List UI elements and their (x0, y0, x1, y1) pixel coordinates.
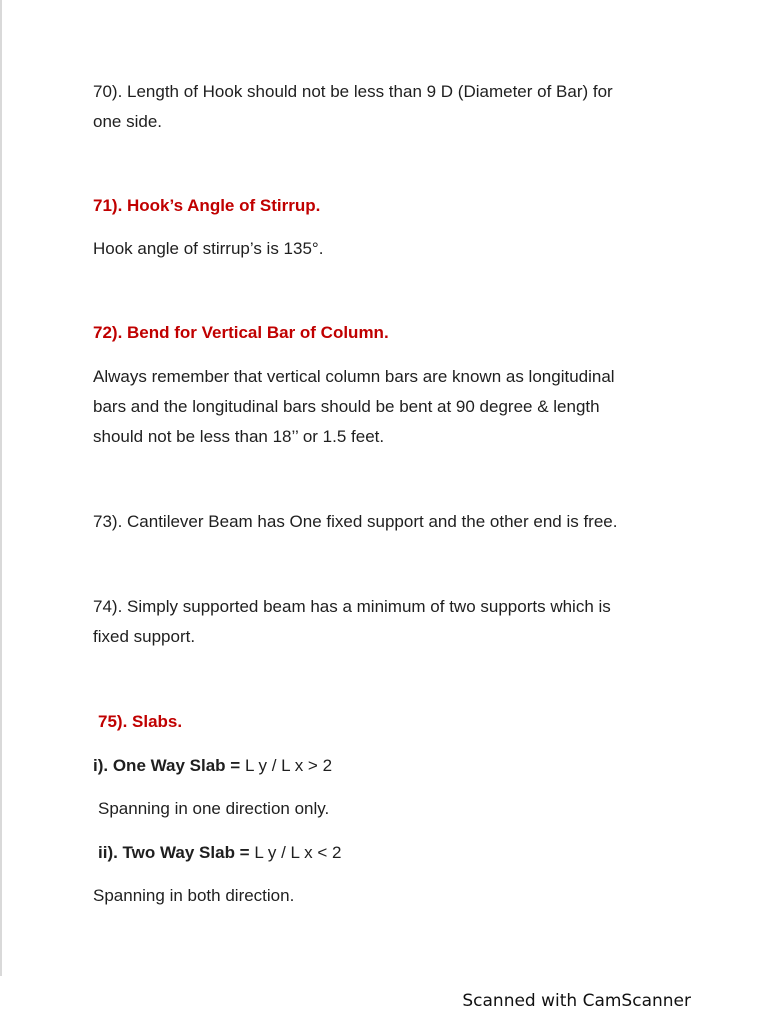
item-70-line-2: one side. (93, 112, 162, 131)
two-way-slab-label: ii). Two Way Slab = (98, 843, 255, 862)
item-70-line-1: 70). Length of Hook should not be less than 9 D (Diameter of Bar) for (93, 82, 613, 101)
item-71-heading: 71). Hook’s Angle of Stirrup. (93, 196, 321, 215)
item-72-line-2: bars and the longitudinal bars should be bent at 90 degree & length (93, 397, 600, 416)
item-74-line-1: 74). Simply supported beam has a minimum of two supports which is (93, 597, 611, 616)
item-72-line-1: Always remember that vertical column bars are known as longitudinal (93, 367, 615, 386)
one-way-slab-formula: L y / L x > 2 (244, 756, 333, 775)
item-75-heading: 75). Slabs. (98, 712, 183, 731)
one-way-slab-label: i). One Way Slab = (93, 756, 245, 775)
item-72-heading: 72). Bend for Vertical Bar of Column. (93, 323, 389, 342)
item-74-line-2: fixed support. (93, 627, 196, 646)
one-way-slab-description: Spanning in one direction only. (98, 799, 330, 818)
camscanner-watermark: Scanned with CamScanner (462, 991, 691, 1011)
item-72-line-3: should not be less than 18’’ or 1.5 feet. (93, 427, 385, 446)
two-way-slab-description: Spanning in both direction. (93, 886, 295, 905)
footer-bar (0, 976, 768, 1024)
item-71-body: Hook angle of stirrup’s is 135°. (93, 239, 324, 258)
item-73-body: 73). Cantilever Beam has One fixed support and the other end is free. (93, 512, 618, 531)
two-way-slab-row (98, 843, 341, 863)
one-way-slab-row (93, 756, 332, 776)
two-way-slab-formula: L y / L x < 2 (254, 843, 342, 862)
